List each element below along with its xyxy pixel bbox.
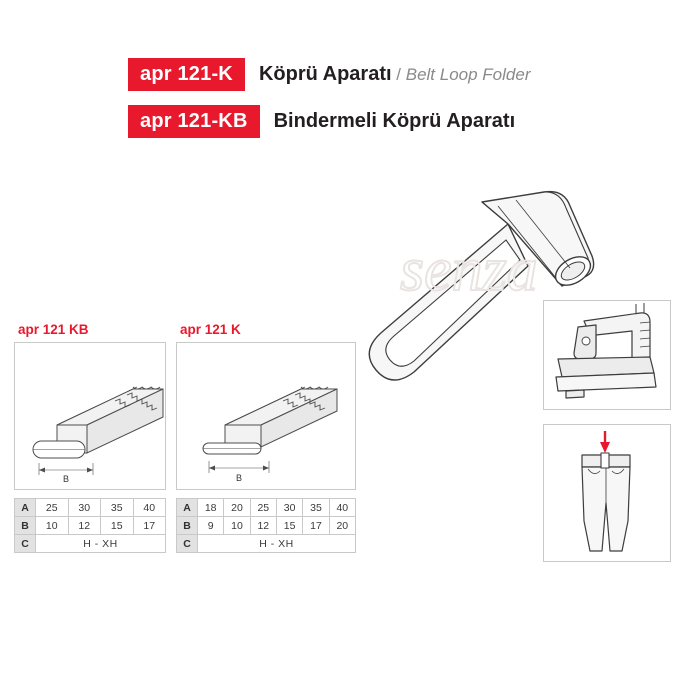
product-code-badge-k: apr 121-K: [128, 58, 245, 91]
table-row: [15, 499, 166, 517]
folded-loop-diagram-k: [176, 342, 356, 490]
cell-b-3: 17: [133, 517, 166, 535]
trousers-application-panel: [543, 424, 671, 562]
cell-b-4: 17: [303, 517, 329, 535]
header-row-kb: [128, 105, 648, 138]
cell-a-1: 30: [68, 499, 101, 517]
cell-a-5: 40: [329, 499, 355, 517]
cell-b-3: 15: [276, 517, 302, 535]
spec-table-kb: [14, 498, 166, 553]
svg-text:B: B: [235, 473, 243, 483]
sewing-machine-svg: [544, 301, 668, 407]
svg-text:B: B: [62, 474, 70, 484]
title-separator-k: /: [391, 65, 406, 84]
row-head-a: A: [177, 499, 198, 517]
sewing-machine-panel: [543, 300, 671, 410]
product-code-badge-kb: apr 121-KB: [128, 105, 260, 138]
row-head-c: C: [177, 535, 198, 553]
cell-c-0: H - XH: [198, 535, 356, 553]
product-title-kb: Bindermeli Köprü Aparatı: [273, 110, 516, 132]
cell-a-0: 18: [198, 499, 224, 517]
trousers-svg: [544, 425, 668, 559]
spec-panel-label-kb: apr 121 KB: [18, 322, 89, 337]
product-title-k: [259, 63, 531, 86]
row-head-a: A: [15, 499, 36, 517]
header-row-k: [128, 58, 648, 91]
folded-loop-diagram-kb: [14, 342, 166, 490]
product-title-en-k: Belt Loop Folder: [405, 65, 531, 84]
cell-a-3: 30: [276, 499, 302, 517]
cell-b-2: 12: [250, 517, 276, 535]
table-row: [177, 517, 356, 535]
cell-b-0: 10: [36, 517, 69, 535]
cell-a-2: 25: [250, 499, 276, 517]
table-row: [15, 517, 166, 535]
table-row: [177, 499, 356, 517]
cell-a-4: 35: [303, 499, 329, 517]
row-head-b: B: [177, 517, 198, 535]
product-title-tr-k: Köprü Aparatı: [258, 63, 392, 85]
cell-c-0: H - XH: [36, 535, 166, 553]
folded-loop-svg-kb: [15, 343, 166, 489]
cell-a-3: 40: [133, 499, 166, 517]
spec-table-k: [176, 498, 356, 553]
red-arrow-icon: [600, 431, 610, 453]
cell-a-0: 25: [36, 499, 69, 517]
spec-panel-label-k: apr 121 K: [180, 322, 241, 337]
header: [128, 58, 648, 152]
row-head-c: C: [15, 535, 36, 553]
cell-b-0: 9: [198, 517, 224, 535]
cell-a-2: 35: [101, 499, 134, 517]
cell-a-1: 20: [224, 499, 250, 517]
cell-b-1: 10: [224, 517, 250, 535]
cell-b-5: 20: [329, 517, 355, 535]
cell-b-2: 15: [101, 517, 134, 535]
row-head-b: B: [15, 517, 36, 535]
svg-text:senza: senza: [400, 236, 538, 304]
table-row: [15, 535, 166, 553]
table-row: [177, 535, 356, 553]
spec-panel-k: [176, 322, 356, 553]
cell-b-1: 12: [68, 517, 101, 535]
spec-panel-kb: [14, 322, 166, 553]
